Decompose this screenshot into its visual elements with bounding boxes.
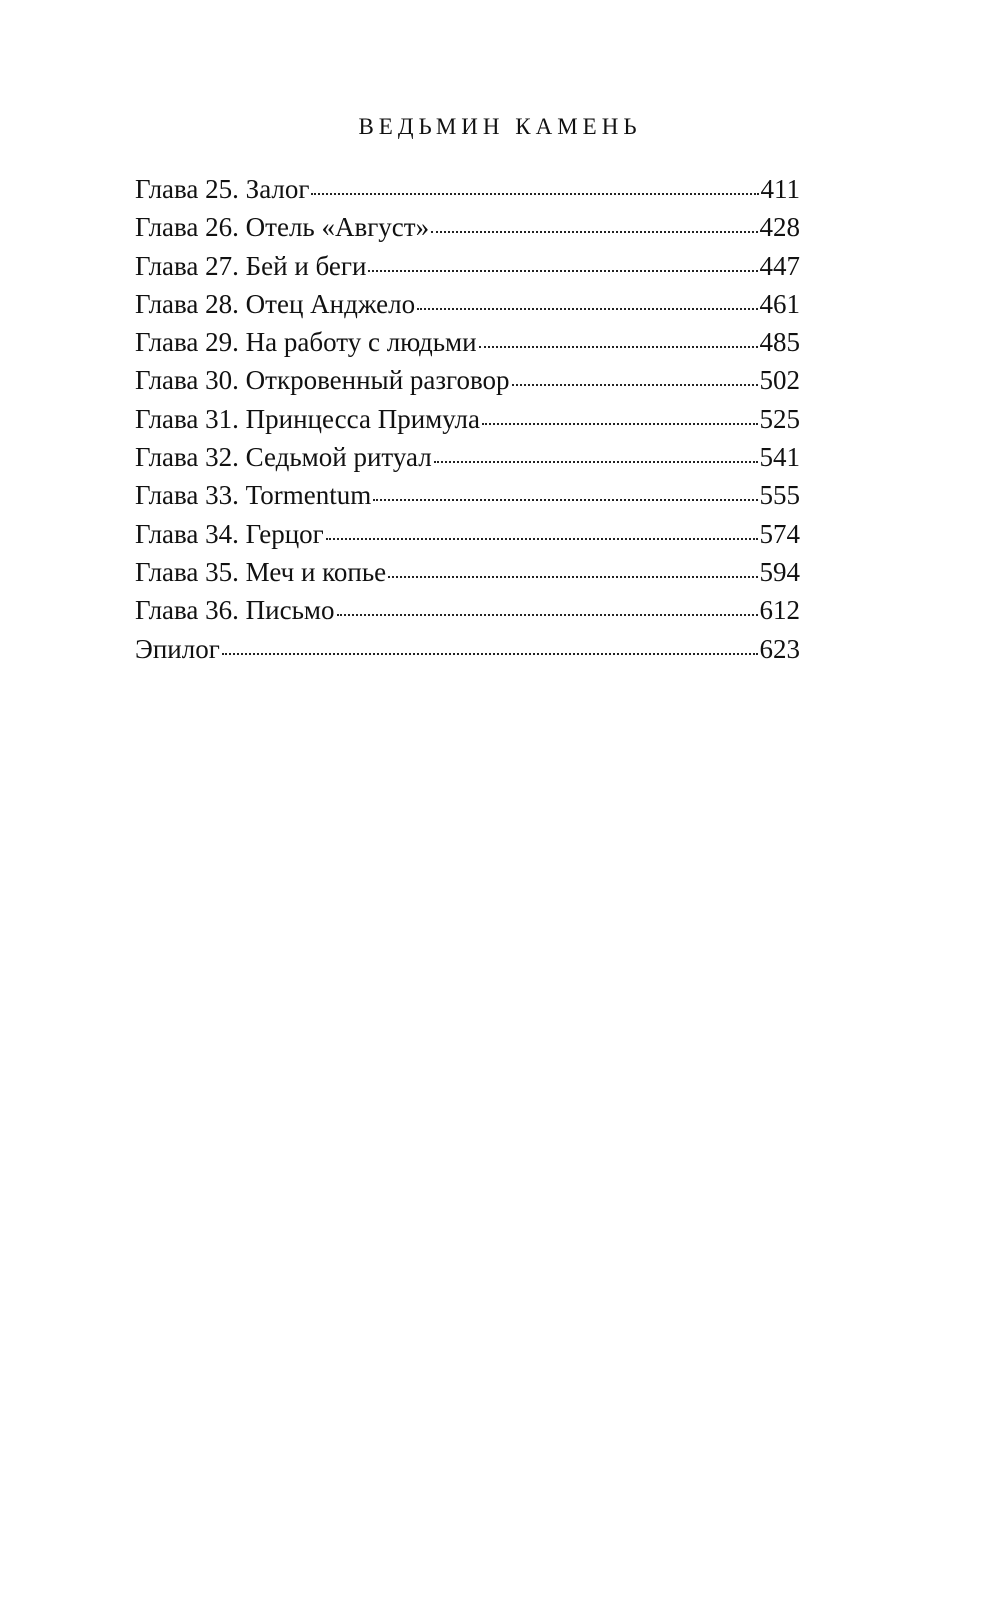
toc-entry — [135, 170, 800, 208]
toc-entry-page: 525 — [759, 403, 800, 434]
toc-entry-page: 485 — [759, 327, 800, 358]
dot-leader — [311, 193, 758, 195]
toc-entry-page: 594 — [759, 556, 800, 587]
toc-entry-page: 502 — [759, 365, 800, 396]
toc-entry — [135, 361, 800, 399]
toc-entry — [135, 247, 800, 285]
dot-leader — [337, 614, 758, 616]
toc-entry-page: 411 — [760, 174, 800, 204]
toc-entry — [135, 591, 800, 629]
toc-entry-page: 574 — [759, 518, 800, 549]
running-head: ВЕДЬМИН КАМЕНЬ — [358, 114, 642, 139]
toc-entry-page: 541 — [759, 442, 800, 473]
toc-entry-page: 447 — [759, 250, 800, 281]
table-of-contents — [135, 170, 800, 668]
toc-entry — [135, 323, 800, 361]
dot-leader — [512, 384, 758, 386]
toc-entry-title: Глава 33. Tormentum — [135, 480, 372, 511]
toc-entry — [135, 400, 800, 438]
toc-entry-title: Глава 32. Седьмой ритуал — [135, 442, 432, 473]
toc-entry-title: Глава 27. Бей и беги — [135, 250, 367, 281]
toc-entry-title: Глава 28. Отец Анджело — [135, 288, 416, 319]
dot-leader — [326, 538, 758, 540]
toc-entry-title: Глава 29. На работу с людьми — [135, 327, 477, 358]
toc-entry — [135, 476, 800, 514]
toc-entry-page: 612 — [759, 595, 800, 626]
toc-entry — [135, 515, 800, 553]
toc-entry — [135, 630, 800, 668]
toc-entry-title: Глава 26. Отель «Август» — [135, 212, 430, 243]
dot-leader — [482, 423, 757, 425]
dot-leader — [434, 461, 758, 463]
toc-entry — [135, 553, 800, 591]
toc-entry — [135, 208, 800, 246]
toc-entry-title: Глава 25. Залог — [135, 174, 310, 204]
toc-entry-title: Глава 30. Откровенный разговор — [135, 365, 510, 396]
dot-leader — [373, 499, 757, 501]
toc-entry-title: Глава 36. Письмо — [135, 595, 335, 626]
toc-entry-page: 461 — [759, 288, 800, 319]
toc-entry-page: 428 — [759, 212, 800, 243]
toc-entry-title: Глава 35. Меч и копье — [135, 556, 387, 587]
toc-entry-page: 555 — [759, 480, 800, 511]
toc-entry — [135, 438, 800, 476]
toc-entry-title: Эпилог — [135, 633, 220, 664]
dot-leader — [368, 270, 757, 272]
toc-entry-title: Глава 31. Принцесса Примула — [135, 403, 481, 434]
toc-entry-title: Глава 34. Герцог — [135, 518, 324, 549]
dot-leader — [417, 308, 757, 310]
dot-leader — [431, 231, 757, 233]
dot-leader — [222, 653, 758, 655]
dot-leader — [479, 346, 758, 348]
dot-leader — [388, 576, 757, 578]
toc-entry — [135, 285, 800, 323]
toc-entry-page: 623 — [759, 633, 800, 664]
